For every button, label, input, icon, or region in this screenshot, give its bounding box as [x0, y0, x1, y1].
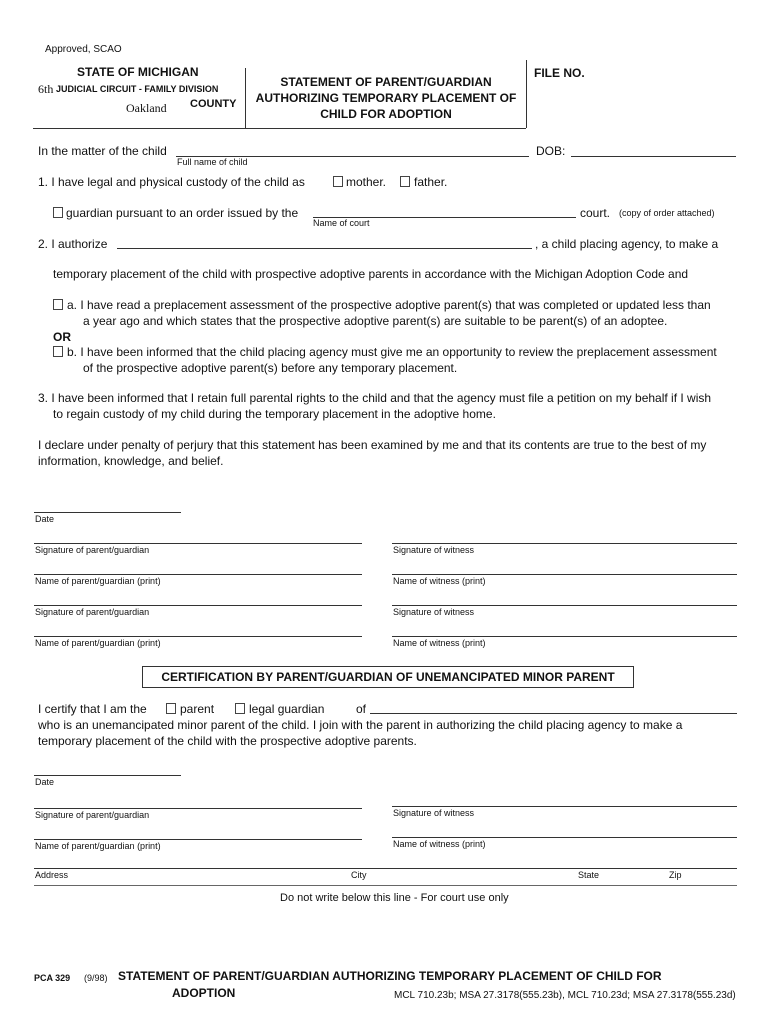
father-checkbox[interactable] [400, 176, 410, 187]
date-field-2[interactable] [34, 775, 181, 776]
form-title-line3: CHILD FOR ADOPTION [320, 107, 452, 121]
cert-witness-signature-field[interactable] [392, 806, 737, 807]
cert-witness-name-label: Name of witness (print) [393, 839, 486, 849]
state-label: STATE OF MICHIGAN [77, 65, 199, 79]
parent-signature-label: Signature of parent/guardian [35, 545, 150, 555]
certify-guardian-label: legal guardian [249, 702, 325, 716]
option-a-checkbox[interactable] [53, 299, 63, 310]
cert-parent-signature-field[interactable] [34, 808, 362, 809]
court-name-sublabel: Name of court [313, 218, 370, 228]
witness-signature-label-2: Signature of witness [393, 607, 475, 617]
cert-parent-name-field[interactable] [34, 839, 362, 840]
item1-text: 1. I have legal and physical custody of the child as [38, 175, 305, 189]
parent-signature-label-2: Signature of parent/guardian [35, 607, 150, 617]
form-title-line2: AUTHORIZING TEMPORARY PLACEMENT OF [255, 91, 517, 105]
certify-line2: who is an unemancipated minor parent of the child. I join with the parent in authorizing the child placing agency to make a [38, 718, 683, 732]
witness-name-field-2[interactable] [392, 636, 737, 637]
witness-name-field[interactable] [392, 574, 737, 575]
certify-line3: temporary placement of the child with the prospective adoptive parents. [38, 734, 417, 748]
witness-name-label: Name of witness (print) [393, 576, 486, 586]
county-name: Oakland [126, 101, 167, 115]
form-id: PCA 329 [34, 973, 71, 983]
agency-name-field[interactable] [117, 248, 532, 249]
county-label: COUNTY [190, 98, 237, 110]
parent-signature-field-2[interactable] [34, 605, 362, 606]
declaration-line2: information, knowledge, and belief. [38, 454, 224, 468]
option-b-line1: b. I have been informed that the child placing agency must give me an opportunity to review the preplacement assessment [67, 345, 717, 359]
witness-name-label-2: Name of witness (print) [393, 638, 486, 648]
item3-line2: to regain custody of my child during the temporary placement in the adoptive home. [53, 407, 496, 421]
court-use-note: Do not write below this line - For court use only [280, 892, 509, 904]
form-revision: (9/98) [84, 973, 108, 983]
mother-label: mother. [346, 175, 387, 189]
declaration-line1: I declare under penalty of perjury that this statement has been examined by me and that its contents are true to the best of my [38, 438, 707, 452]
option-b-line2: of the prospective adoptive parent(s) before any temporary placement. [83, 361, 458, 375]
dob-label: DOB: [536, 144, 566, 158]
parent-name-label: Name of parent/guardian (print) [35, 576, 161, 586]
guardian-checkbox[interactable] [53, 207, 63, 218]
cert-witness-name-field[interactable] [392, 837, 737, 838]
parent-signature-field[interactable] [34, 543, 362, 544]
or-label: OR [53, 330, 71, 344]
parent-name-label-2: Name of parent/guardian (print) [35, 638, 161, 648]
state-label-addr: State [578, 870, 600, 880]
witness-signature-field[interactable] [392, 543, 737, 544]
date-label-2: Date [35, 777, 55, 787]
certify-guardian-checkbox[interactable] [235, 703, 245, 714]
court-use-divider [34, 885, 737, 886]
address-field[interactable] [34, 868, 737, 869]
cert-parent-signature-label: Signature of parent/guardian [35, 810, 150, 820]
option-a-line1: a. I have read a preplacement assessment of the prospective adoptive parent(s) that was completed or updated less than [67, 298, 711, 312]
date-label: Date [35, 514, 55, 524]
file-no-label: FILE NO. [534, 66, 585, 80]
certify-parent-label: parent [180, 702, 215, 716]
item2-agency: , a child placing agency, to make a [535, 237, 719, 251]
date-field[interactable] [34, 512, 181, 513]
city-label: City [351, 870, 367, 880]
cert-parent-name-label: Name of parent/guardian (print) [35, 841, 161, 851]
circuit-number: 6th [38, 82, 54, 96]
mother-checkbox[interactable] [333, 176, 343, 187]
item2-line2: temporary placement of the child with prospective adoptive parents in accordance with the Michigan Adoption Code and [53, 267, 689, 281]
form-title-line1: STATEMENT OF PARENT/GUARDIAN [280, 75, 492, 89]
footer-citation: MCL 710.23b; MSA 27.3178(555.23b), MCL 710.23d; MSA 27.3178(555.23d) [394, 990, 736, 1001]
option-a-line2: a year ago and which states that the prospective adoptive parent(s) are suitable to be parent(s) of an adoptee. [83, 314, 668, 328]
witness-signature-field-2[interactable] [392, 605, 737, 606]
item3-line1: 3. I have been informed that I retain full parental rights to the child and that the agency must file a petition on my behalf if I wish [38, 391, 712, 405]
cert-witness-signature-label: Signature of witness [393, 808, 475, 818]
certify-parent-checkbox[interactable] [166, 703, 176, 714]
certification-title: CERTIFICATION BY PARENT/GUARDIAN OF UNEMANCIPATED MINOR PARENT [161, 670, 615, 684]
approval-note: Approved, SCAO [45, 44, 122, 55]
copy-attached-note: (copy of order attached) [619, 208, 715, 218]
form-title [246, 74, 526, 122]
child-name-sublabel: Full name of child [177, 157, 248, 167]
footer-title-line2: ADOPTION [172, 986, 236, 1000]
father-label: father. [414, 175, 448, 189]
certify-of-label: of [356, 702, 367, 716]
guardian-label: guardian pursuant to an order issued by the [66, 206, 299, 220]
parent-name-field-2[interactable] [34, 636, 362, 637]
certify-text: I certify that I am the [38, 702, 147, 716]
minor-parent-name-field[interactable] [370, 713, 737, 714]
parent-name-field[interactable] [34, 574, 362, 575]
matter-label: In the matter of the child [38, 144, 167, 158]
item2-authorize: 2. I authorize [38, 237, 108, 251]
zip-label: Zip [669, 870, 682, 880]
dob-field[interactable] [571, 156, 736, 157]
court-label: court. [580, 206, 611, 220]
address-label: Address [35, 870, 69, 880]
footer-title-line1: STATEMENT OF PARENT/GUARDIAN AUTHORIZING TEMPORARY PLACEMENT OF CHILD FOR [118, 969, 662, 983]
witness-signature-label: Signature of witness [393, 545, 475, 555]
option-b-checkbox[interactable] [53, 346, 63, 357]
circuit-label: JUDICIAL CIRCUIT - FAMILY DIVISION [56, 84, 219, 94]
